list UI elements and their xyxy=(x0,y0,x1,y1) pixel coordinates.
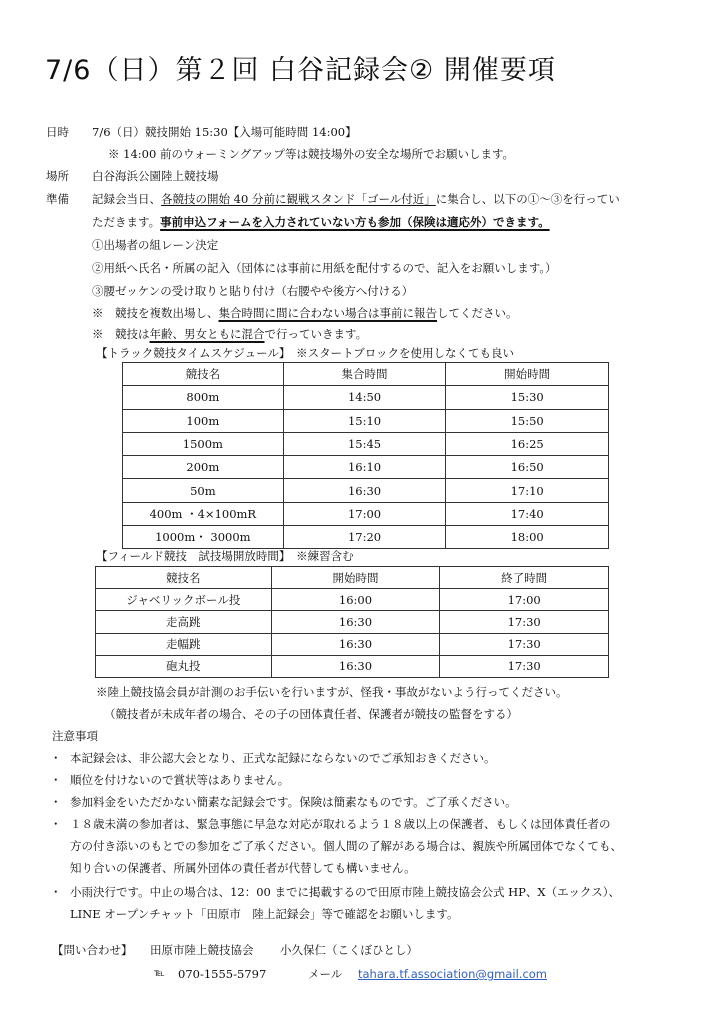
time-cell: 16:30 xyxy=(271,611,440,633)
time-cell: 17:10 xyxy=(446,479,609,502)
time-cell: 17:20 xyxy=(283,526,446,549)
table-header-row xyxy=(96,567,609,589)
phone-icon: ℡ xyxy=(154,968,165,979)
bullet-mark: ・ xyxy=(50,751,62,765)
column-header: 開始時間 xyxy=(446,363,609,386)
note-4-line-1: １８歳未満の参加者は、緊急事態に早急な対応が取れるよう１８歳以上の保護者、もしくは団体責任者の xyxy=(70,817,611,831)
time-cell: 16:30 xyxy=(271,655,440,677)
prep-text: ただきます。 xyxy=(92,215,161,229)
event-cell: 200m xyxy=(123,456,284,479)
column-header: 集合時間 xyxy=(283,363,446,386)
table-row xyxy=(123,432,609,455)
prep-text: ※ 競技を複数出場し、 xyxy=(92,306,219,320)
time-cell: 15:10 xyxy=(283,409,446,432)
datetime-value: 7/6（日）競技開始 15:30【入場可能時間 14:00】 xyxy=(92,125,357,139)
time-cell: 15:45 xyxy=(283,432,446,455)
column-header: 開始時間 xyxy=(271,567,440,589)
prep-note-1 xyxy=(92,305,518,321)
time-cell: 16:10 xyxy=(283,456,446,479)
prep-line-2 xyxy=(92,214,550,230)
page-title: 7/6（日）第２回 白谷記録会② 開催要項 xyxy=(45,55,556,86)
table-row xyxy=(123,409,609,432)
event-cell: 砲丸投 xyxy=(96,655,272,677)
column-header: 競技名 xyxy=(123,363,284,386)
table-row xyxy=(96,589,609,611)
event-cell: 走高跳 xyxy=(96,611,272,633)
staff-note-1: ※陸上競技協会員が計測のお手伝いを行いますが、怪我・事故がないよう行ってください。 xyxy=(96,685,568,699)
contact-tel: 070-1555-5797 xyxy=(178,967,267,981)
prep-emphasis: 年齢、男女ともに混合 xyxy=(149,327,265,341)
datetime-label: 日時 xyxy=(46,125,69,139)
field-schedule-table xyxy=(95,566,609,678)
time-cell: 17:30 xyxy=(440,633,609,655)
table-row xyxy=(96,633,609,655)
time-cell: 17:40 xyxy=(446,502,609,525)
event-cell: 100m xyxy=(123,409,284,432)
contact-mail-label: メール xyxy=(308,967,343,981)
prep-emphasis: 各競技の開始 40 分前に観戦スタンド「ゴール付近」 xyxy=(161,192,436,206)
contact-email-link[interactable]: tahara.tf.association@gmail.com xyxy=(358,967,548,981)
prep-item-1: ①出場者の組レーン決定 xyxy=(92,238,219,252)
prep-item-2: ②用紙へ氏名・所属の記入（団体には事前に用紙を配付するので、記入をお願いします。） xyxy=(92,261,557,275)
note-4-line-2: 方の付き添いのもとでの参加をご了承ください。個人間の了解がある場合は、親族や所属団体でなくても、 xyxy=(70,839,622,853)
note-1: 本記録会は、非公認大会となり、正式な記録にならないのでご承知おきください。 xyxy=(70,751,496,765)
table-row xyxy=(96,655,609,677)
time-cell: 17:00 xyxy=(440,589,609,611)
datetime-note: ※ 14:00 前のウォーミングアップ等は競技場外の安全な場所でお願いします。 xyxy=(108,147,515,161)
prep-text: 記録会当日、 xyxy=(92,192,161,206)
time-cell: 16:50 xyxy=(446,456,609,479)
table-row xyxy=(123,386,609,409)
time-cell: 16:30 xyxy=(271,633,440,655)
event-cell: 800m xyxy=(123,386,284,409)
time-cell: 17:00 xyxy=(283,502,446,525)
note-2: 順位を付けないので賞状等はありません。 xyxy=(70,773,290,787)
prep-text: に集合し、以下の①～③を行ってい xyxy=(435,192,620,206)
notes-heading: 注意事項 xyxy=(52,729,98,743)
prep-emphasis: 集合時間に間に合わない場合は事前に報告 xyxy=(218,306,437,320)
prep-note-2 xyxy=(92,326,367,342)
field-caption: 【フィールド競技 試技場開放時間】 ※練習含む xyxy=(96,549,354,563)
table-row xyxy=(123,456,609,479)
venue-label: 場所 xyxy=(46,169,69,183)
bullet-mark: ・ xyxy=(50,795,62,809)
contact-org: 田原市陸上競技協会 xyxy=(150,943,254,957)
prep-text: で行っていきます。 xyxy=(264,327,368,341)
venue-value: 白谷海浜公園陸上競技場 xyxy=(92,169,219,183)
table-header-row xyxy=(123,363,609,386)
time-cell: 15:50 xyxy=(446,409,609,432)
prep-text: してください。 xyxy=(437,306,518,320)
time-cell: 17:30 xyxy=(440,655,609,677)
contact-person: 小久保仁（こくぼひとし） xyxy=(280,943,418,957)
bullet-mark: ・ xyxy=(50,885,62,899)
event-cell: 50m xyxy=(123,479,284,502)
table-row xyxy=(123,479,609,502)
staff-note-2: （競技者が未成年者の場合、その子の団体責任者、保護者が競技の監督をする） xyxy=(104,707,518,721)
track-caption: 【トラック競技タイムスケジュール】 ※スタートブロックを使用しなくても良い xyxy=(96,346,515,360)
prep-label: 準備 xyxy=(46,192,69,206)
event-cell: 400m ・4×100mR xyxy=(123,502,284,525)
column-header: 競技名 xyxy=(96,567,272,589)
prep-item-3: ③腰ゼッケンの受け取りと貼り付け（右腰やや後方へ付ける） xyxy=(92,284,414,298)
prep-text: ※ 競技は xyxy=(92,327,150,341)
track-schedule-table xyxy=(122,362,609,549)
time-cell: 14:50 xyxy=(283,386,446,409)
bullet-mark: ・ xyxy=(50,817,62,831)
event-cell: 1000m・ 3000m xyxy=(123,526,284,549)
event-cell: 1500m xyxy=(123,432,284,455)
time-cell: 16:30 xyxy=(283,479,446,502)
time-cell: 17:30 xyxy=(440,611,609,633)
contact-label: 【問い合わせ】 xyxy=(52,943,133,957)
event-cell: 走幅跳 xyxy=(96,633,272,655)
time-cell: 16:00 xyxy=(271,589,440,611)
table-row xyxy=(123,526,609,549)
prep-line-1 xyxy=(92,191,620,207)
table-row xyxy=(96,611,609,633)
note-3: 参加料金をいただかない簡素な記録会です。保険は簡素なものです。ご了承ください。 xyxy=(70,795,517,809)
column-header: 終了時間 xyxy=(440,567,609,589)
note-5-line-1: 小雨決行です。中止の場合は、12：00 までに掲載するので田原市陸上競技協会公式 HP、X（エックス）、 xyxy=(70,885,621,899)
prep-emphasis: 事前申込フォームを入力されていない方も参加（保険は適応外）できます。 xyxy=(160,215,550,229)
note-4-line-3: 知り合いの保護者、所属外団体の責任者が代替しても構いません。 xyxy=(70,861,416,875)
note-5-line-2: LINE オープンチャット「田原市 陸上記録会」等で確認をお願いします。 xyxy=(70,907,459,921)
event-cell: ジャベリックボール投 xyxy=(96,589,272,611)
time-cell: 15:30 xyxy=(446,386,609,409)
table-row xyxy=(123,502,609,525)
time-cell: 18:00 xyxy=(446,526,609,549)
time-cell: 16:25 xyxy=(446,432,609,455)
bullet-mark: ・ xyxy=(50,773,62,787)
